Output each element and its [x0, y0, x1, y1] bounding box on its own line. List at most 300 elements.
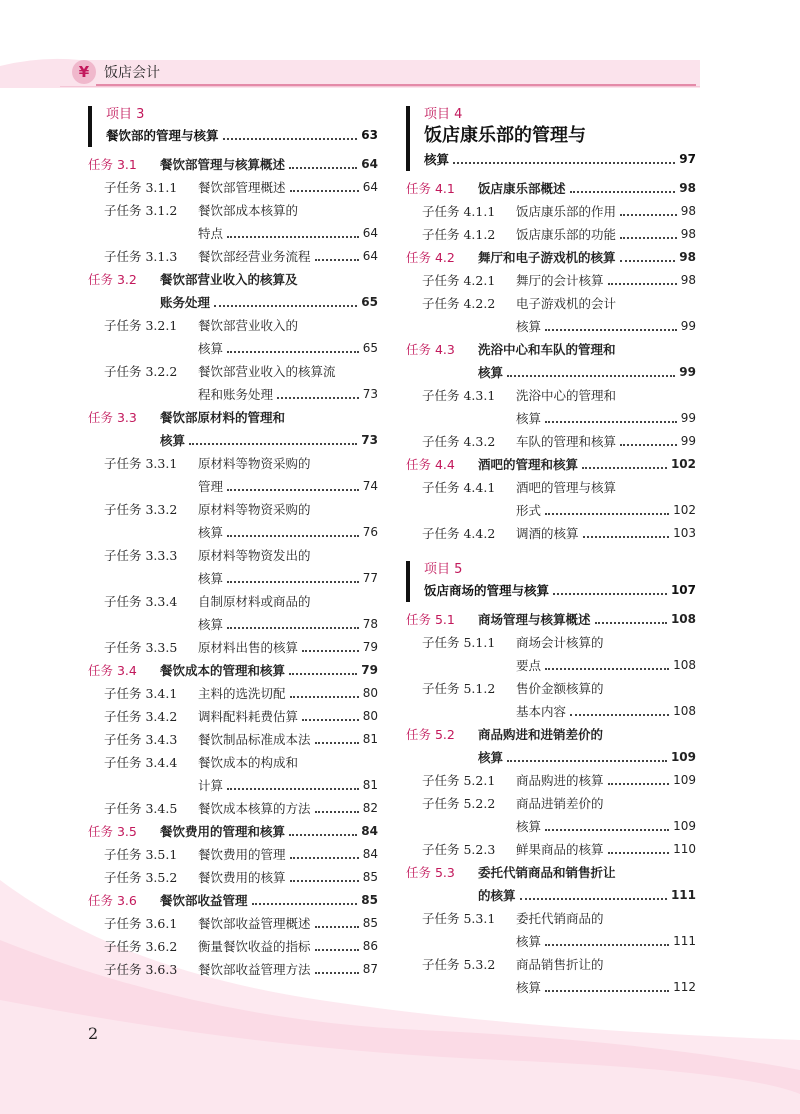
leader-dots [620, 444, 677, 446]
entry-number: 任务 3.4 [88, 663, 137, 678]
entry-number: 子任务 4.1.2 [422, 227, 496, 242]
entry-text [406, 177, 566, 200]
toc-subtask-entry[interactable] [88, 774, 378, 797]
leader-dots [290, 857, 359, 859]
entry-title: 调酒的核算 [516, 526, 579, 541]
entry-title: 管理 [198, 479, 224, 494]
toc-subtask-entry[interactable] [406, 430, 696, 453]
toc-subtask-entry[interactable] [88, 636, 378, 659]
toc-subtask-entry[interactable] [406, 838, 696, 861]
toc-subtask-entry[interactable] [406, 953, 696, 976]
entry-title: 售价金额核算的 [516, 681, 604, 696]
leader-dots [223, 138, 358, 140]
toc-subtask-entry[interactable] [88, 958, 378, 981]
entry-number: 任务 4.1 [406, 181, 455, 196]
entry-number: 子任务 5.1.2 [422, 681, 496, 696]
toc-subtask-entry[interactable] [406, 654, 696, 677]
toc-task-entry[interactable] [88, 820, 378, 843]
entry-number: 子任务 4.2.2 [422, 296, 496, 311]
toc-subtask-entry[interactable] [88, 314, 378, 337]
entry-text [88, 659, 285, 682]
entry-text [88, 820, 285, 843]
toc-subtask-entry[interactable] [406, 200, 696, 223]
toc-subtask-entry[interactable] [406, 976, 696, 999]
entry-title: 委托代销商品的 [516, 911, 604, 926]
leader-dots [315, 972, 359, 974]
entry-text [516, 930, 541, 953]
toc-task-entry[interactable] [406, 453, 696, 476]
project-title-line2: 核算 [424, 152, 450, 167]
entry-title: 商品进销差价的 [516, 796, 604, 811]
entry-title: 舞厅和电子游戏机的核算 [478, 250, 616, 265]
entry-number: 子任务 3.3.3 [104, 548, 178, 563]
entry-number: 子任务 3.4.4 [104, 755, 178, 770]
entry-text [406, 608, 591, 631]
entry-page: 103 [673, 526, 696, 540]
toc-subtask-entry[interactable] [88, 383, 378, 406]
entry-text [198, 222, 223, 245]
entry-page: 64 [362, 180, 378, 194]
entry-title: 餐饮部收益管理方法 [198, 962, 311, 977]
toc-task-entry[interactable] [406, 884, 696, 907]
toc-subtask-entry[interactable] [88, 337, 378, 360]
entry-page: 99 [680, 319, 696, 333]
entry-page: 85 [362, 870, 378, 884]
entry-title: 餐饮费用的管理 [198, 847, 286, 862]
entry-page: 98 [680, 273, 696, 287]
entry-page: 80 [362, 709, 378, 723]
entry-text [516, 499, 541, 522]
toc-subtask-entry[interactable] [88, 521, 378, 544]
entry-text [422, 223, 616, 246]
entry-text [516, 407, 541, 430]
entry-number: 任务 3.6 [88, 893, 137, 908]
entry-text [104, 958, 311, 981]
project-4-heading [406, 106, 696, 171]
entry-title: 主料的选洗切配 [198, 686, 286, 701]
entry-text [104, 797, 311, 820]
leader-dots [608, 852, 670, 854]
toc-subtask-entry[interactable] [406, 700, 696, 723]
toc-subtask-entry[interactable] [88, 590, 378, 613]
toc-subtask-entry[interactable] [88, 452, 378, 475]
entry-number: 子任务 4.3.1 [422, 388, 496, 403]
toc-subtask-entry[interactable] [88, 176, 378, 199]
entry-page: 109 [673, 773, 696, 787]
entry-number: 任务 5.2 [406, 727, 455, 742]
entry-text [198, 613, 223, 636]
entry-text [198, 383, 273, 406]
toc-task-entry[interactable] [88, 889, 378, 912]
toc-subtask-entry[interactable] [88, 245, 378, 268]
entry-text [406, 246, 616, 269]
entry-title: 车队的管理和核算 [516, 434, 617, 449]
entry-title: 形式 [516, 503, 542, 518]
entry-title: 核算 [198, 341, 224, 356]
entry-title: 饭店康乐部的作用 [516, 204, 617, 219]
toc-subtask-entry[interactable] [406, 407, 696, 430]
entry-title: 委托代销商品和销售折让 [478, 865, 616, 880]
leader-dots [553, 593, 667, 595]
entry-page: 108 [673, 704, 696, 718]
leader-dots [227, 489, 359, 491]
entry-page: 74 [362, 479, 378, 493]
entry-text [198, 337, 223, 360]
leader-dots [227, 788, 359, 790]
toc-subtask-entry[interactable] [88, 912, 378, 935]
leader-dots [315, 259, 359, 261]
entry-page: 76 [362, 525, 378, 539]
entry-text [104, 245, 311, 268]
entry-title: 核算 [198, 617, 224, 632]
entry-number: 子任务 4.2.1 [422, 273, 496, 288]
leader-dots [545, 513, 669, 515]
project-title-row[interactable] [424, 148, 696, 171]
entry-number: 子任务 4.3.2 [422, 434, 496, 449]
entry-title: 舞厅的会计核算 [516, 273, 604, 288]
toc-task-entry[interactable] [406, 177, 696, 200]
entry-page: 81 [362, 732, 378, 746]
entry-text [104, 751, 298, 774]
toc-subtask-entry[interactable] [406, 769, 696, 792]
leader-dots [545, 990, 669, 992]
entry-title: 餐饮部营业收入的核算及 [160, 272, 298, 287]
entry-page: 64 [362, 249, 378, 263]
entry-title: 核算 [516, 934, 542, 949]
toc-task-entry[interactable] [406, 861, 696, 884]
toc-subtask-entry[interactable] [406, 792, 696, 815]
entry-page: 98 [679, 181, 696, 195]
toc-subtask-entry[interactable] [88, 705, 378, 728]
entry-title: 原材料出售的核算 [198, 640, 299, 655]
entry-title: 账务处理 [160, 295, 211, 310]
header-divider-thin [60, 86, 700, 87]
entry-title: 自制原材料或商品的 [198, 594, 311, 609]
entry-page: 73 [361, 433, 378, 447]
entry-page: 111 [673, 934, 696, 948]
entry-page: 111 [670, 888, 696, 902]
toc-subtask-entry[interactable] [88, 843, 378, 866]
entry-title: 计算 [198, 778, 224, 793]
entry-text [104, 636, 298, 659]
entry-title: 餐饮部成本核算的 [198, 203, 299, 218]
entry-title: 程和账务处理 [198, 387, 274, 402]
entry-page: 87 [362, 962, 378, 976]
toc-subtask-entry[interactable] [88, 728, 378, 751]
entry-title: 酒吧的管理和核算 [478, 457, 579, 472]
project-page: 63 [361, 128, 378, 142]
entry-page: 110 [673, 842, 696, 856]
entry-text [406, 338, 616, 361]
toc-subtask-entry[interactable] [406, 292, 696, 315]
leader-dots [583, 536, 670, 538]
toc-subtask-entry[interactable] [88, 866, 378, 889]
entry-page: 99 [680, 434, 696, 448]
entry-title: 核算 [198, 525, 224, 540]
entry-text [198, 521, 223, 544]
entry-text [198, 475, 223, 498]
entry-title: 的核算 [478, 888, 516, 903]
entry-page: 84 [362, 847, 378, 861]
project-label: 项目 5 [424, 562, 463, 577]
entry-number: 任务 3.2 [88, 272, 137, 287]
toc-subtask-entry[interactable] [406, 815, 696, 838]
leader-dots [545, 421, 677, 423]
entry-text [422, 953, 604, 976]
leader-dots [315, 811, 359, 813]
toc-subtask-entry[interactable] [88, 797, 378, 820]
entry-text [478, 361, 503, 384]
entry-title: 核算 [516, 980, 542, 995]
toc-subtask-entry[interactable] [88, 360, 378, 383]
project-title: 餐饮部的管理与核算 [106, 128, 219, 143]
toc-subtask-entry[interactable] [406, 522, 696, 545]
entry-text [516, 700, 566, 723]
toc-subtask-entry[interactable] [406, 315, 696, 338]
toc-subtask-entry[interactable] [406, 223, 696, 246]
entry-text [198, 567, 223, 590]
entry-title: 核算 [516, 319, 542, 334]
toc-task-entry[interactable] [88, 291, 378, 314]
toc-task-entry[interactable] [88, 268, 378, 291]
entry-text [104, 314, 298, 337]
entry-text [104, 199, 298, 222]
toc-task-entry[interactable] [88, 153, 378, 176]
entry-title: 原材料等物资采购的 [198, 502, 311, 517]
toc-task-entry[interactable] [88, 406, 378, 429]
entry-title: 餐饮成本的管理和核算 [160, 663, 286, 678]
entry-title: 特点 [198, 226, 224, 241]
entry-number: 子任务 3.5.1 [104, 847, 178, 862]
entry-text [422, 631, 604, 654]
entry-text [422, 200, 616, 223]
entry-number: 任务 4.2 [406, 250, 455, 265]
entry-page: 99 [680, 411, 696, 425]
leader-dots [507, 375, 675, 377]
toc-task-entry[interactable] [88, 659, 378, 682]
project-title: 饭店商场的管理与核算 [424, 583, 550, 598]
toc-subtask-entry[interactable] [88, 544, 378, 567]
leader-dots [507, 760, 667, 762]
entry-text [422, 792, 604, 815]
entry-page: 64 [362, 226, 378, 240]
entry-text [160, 291, 210, 314]
entry-page: 65 [361, 295, 378, 309]
entry-number: 子任务 5.3.1 [422, 911, 496, 926]
toc-task-entry[interactable] [88, 429, 378, 452]
leader-dots [595, 622, 667, 624]
toc-task-entry[interactable] [406, 723, 696, 746]
leader-dots [545, 829, 669, 831]
project-title-row[interactable] [424, 579, 696, 602]
entry-number: 子任务 3.5.2 [104, 870, 178, 885]
entry-page: 109 [670, 750, 696, 764]
entry-title: 鲜果商品的核算 [516, 842, 604, 857]
entry-page: 108 [673, 658, 696, 672]
entry-page: 77 [362, 571, 378, 585]
toc-subtask-entry[interactable] [88, 935, 378, 958]
toc-subtask-entry[interactable] [406, 677, 696, 700]
entry-number: 任务 3.1 [88, 157, 137, 172]
book-title: 饭店会计 [104, 65, 160, 81]
toc-subtask-entry[interactable] [406, 631, 696, 654]
entry-number: 任务 5.1 [406, 612, 455, 627]
entry-title: 电子游戏机的会计 [516, 296, 617, 311]
toc-subtask-entry[interactable] [88, 613, 378, 636]
entry-text [422, 384, 616, 407]
leader-dots [545, 668, 669, 670]
toc-subtask-entry[interactable] [88, 682, 378, 705]
leader-dots [545, 944, 669, 946]
entry-number: 子任务 3.3.4 [104, 594, 178, 609]
entry-number: 子任务 3.4.2 [104, 709, 178, 724]
entry-number: 子任务 4.4.2 [422, 526, 496, 541]
entry-page: 112 [673, 980, 696, 994]
page-number: 2 [88, 1024, 99, 1043]
project-5-heading [406, 561, 696, 602]
entry-text [422, 476, 616, 499]
leader-dots [620, 260, 676, 262]
leader-dots [252, 903, 358, 905]
project-label: 项目 4 [424, 107, 463, 122]
project-title-row[interactable] [106, 124, 378, 147]
entry-number: 子任务 5.3.2 [422, 957, 496, 972]
entry-text [478, 746, 503, 769]
entry-title: 要点 [516, 658, 542, 673]
entry-text [406, 453, 578, 476]
entry-title: 餐饮部原材料的管理和 [160, 410, 286, 425]
leader-dots [302, 650, 359, 652]
entry-title: 核算 [160, 433, 186, 448]
entry-number: 任务 3.3 [88, 410, 137, 425]
leader-dots [227, 535, 359, 537]
project-label: 项目 3 [106, 107, 145, 122]
entry-text [422, 838, 604, 861]
toc-subtask-entry[interactable] [88, 567, 378, 590]
entry-page: 81 [362, 778, 378, 792]
entry-page: 80 [362, 686, 378, 700]
toc-entries-project-4 [406, 177, 696, 545]
toc-task-entry[interactable] [406, 338, 696, 361]
entry-title: 核算 [516, 819, 542, 834]
entry-title: 核算 [478, 750, 504, 765]
entry-title: 商品购进和进销差价的 [478, 727, 604, 742]
entry-title: 基本内容 [516, 704, 567, 719]
project-3-heading [88, 106, 378, 147]
toc-subtask-entry[interactable] [88, 222, 378, 245]
toc-entries-project-5 [406, 608, 696, 999]
entry-page: 98 [680, 227, 696, 241]
entry-text [422, 430, 616, 453]
leader-dots [289, 167, 357, 169]
toc-task-entry[interactable] [406, 608, 696, 631]
entry-number: 子任务 3.6.3 [104, 962, 178, 977]
entry-title: 商场会计核算的 [516, 635, 604, 650]
entry-number: 任务 4.3 [406, 342, 455, 357]
leader-dots [227, 581, 359, 583]
entry-text [422, 769, 604, 792]
leader-dots [608, 283, 677, 285]
entry-text [516, 815, 541, 838]
entry-number: 子任务 5.2.2 [422, 796, 496, 811]
entry-title: 餐饮成本核算的方法 [198, 801, 311, 816]
entry-text [104, 590, 311, 613]
entry-text [104, 705, 298, 728]
toc-subtask-entry[interactable] [406, 907, 696, 930]
entry-number: 子任务 3.1.1 [104, 180, 178, 195]
entry-text [516, 654, 541, 677]
toc-subtask-entry[interactable] [88, 199, 378, 222]
toc-right-column [406, 100, 696, 999]
entry-text [104, 176, 286, 199]
entry-title: 核算 [516, 411, 542, 426]
entry-page: 78 [362, 617, 378, 631]
entry-page: 64 [361, 157, 378, 171]
entry-page: 85 [362, 916, 378, 930]
entry-text [406, 861, 616, 884]
entry-title: 原材料等物资采购的 [198, 456, 311, 471]
toc-subtask-entry[interactable] [88, 498, 378, 521]
leader-dots [302, 719, 359, 721]
entry-text [104, 912, 311, 935]
entry-title: 餐饮部营业收入的核算流 [198, 364, 336, 379]
leader-dots [277, 397, 359, 399]
entry-title: 餐饮部经营业务流程 [198, 249, 311, 264]
toc-subtask-entry[interactable] [406, 269, 696, 292]
leader-dots [214, 305, 357, 307]
toc-subtask-entry[interactable] [406, 384, 696, 407]
entry-text [478, 884, 516, 907]
entry-page: 98 [680, 204, 696, 218]
entry-text [88, 268, 298, 291]
entry-page: 82 [362, 801, 378, 815]
entry-title: 餐饮成本的构成和 [198, 755, 299, 770]
toc-subtask-entry[interactable] [406, 930, 696, 953]
toc-subtask-entry[interactable] [88, 751, 378, 774]
entry-title: 饭店康乐部的功能 [516, 227, 617, 242]
entry-number: 任务 5.3 [406, 865, 455, 880]
entry-title: 商品购进的核算 [516, 773, 604, 788]
entry-title: 原材料等物资发出的 [198, 548, 311, 563]
entry-title: 餐饮费用的核算 [198, 870, 286, 885]
entry-number: 子任务 3.4.5 [104, 801, 178, 816]
entry-text [406, 723, 603, 746]
entry-title: 洗浴中心和车队的管理和 [478, 342, 616, 357]
entry-page: 102 [673, 503, 696, 517]
toc-task-entry[interactable] [406, 361, 696, 384]
entry-text [104, 866, 286, 889]
entry-number: 子任务 3.3.5 [104, 640, 178, 655]
entry-title: 酒吧的管理与核算 [516, 480, 617, 495]
toc-task-entry[interactable] [406, 746, 696, 769]
entry-text [104, 452, 311, 475]
entry-title: 餐饮费用的管理和核算 [160, 824, 286, 839]
entry-text [422, 292, 616, 315]
toc-subtask-entry[interactable] [406, 476, 696, 499]
entry-number: 子任务 3.3.2 [104, 502, 178, 517]
toc-task-entry[interactable] [406, 246, 696, 269]
toc-subtask-entry[interactable] [406, 499, 696, 522]
entry-title: 餐饮部营业收入的 [198, 318, 299, 333]
entry-text [160, 429, 185, 452]
entry-title: 餐饮部收益管理 [160, 893, 248, 908]
entry-number: 子任务 3.3.1 [104, 456, 178, 471]
entry-text [104, 544, 311, 567]
toc-subtask-entry[interactable] [88, 475, 378, 498]
entry-text [422, 907, 604, 930]
toc-left-column [88, 100, 378, 981]
entry-text [104, 728, 311, 751]
